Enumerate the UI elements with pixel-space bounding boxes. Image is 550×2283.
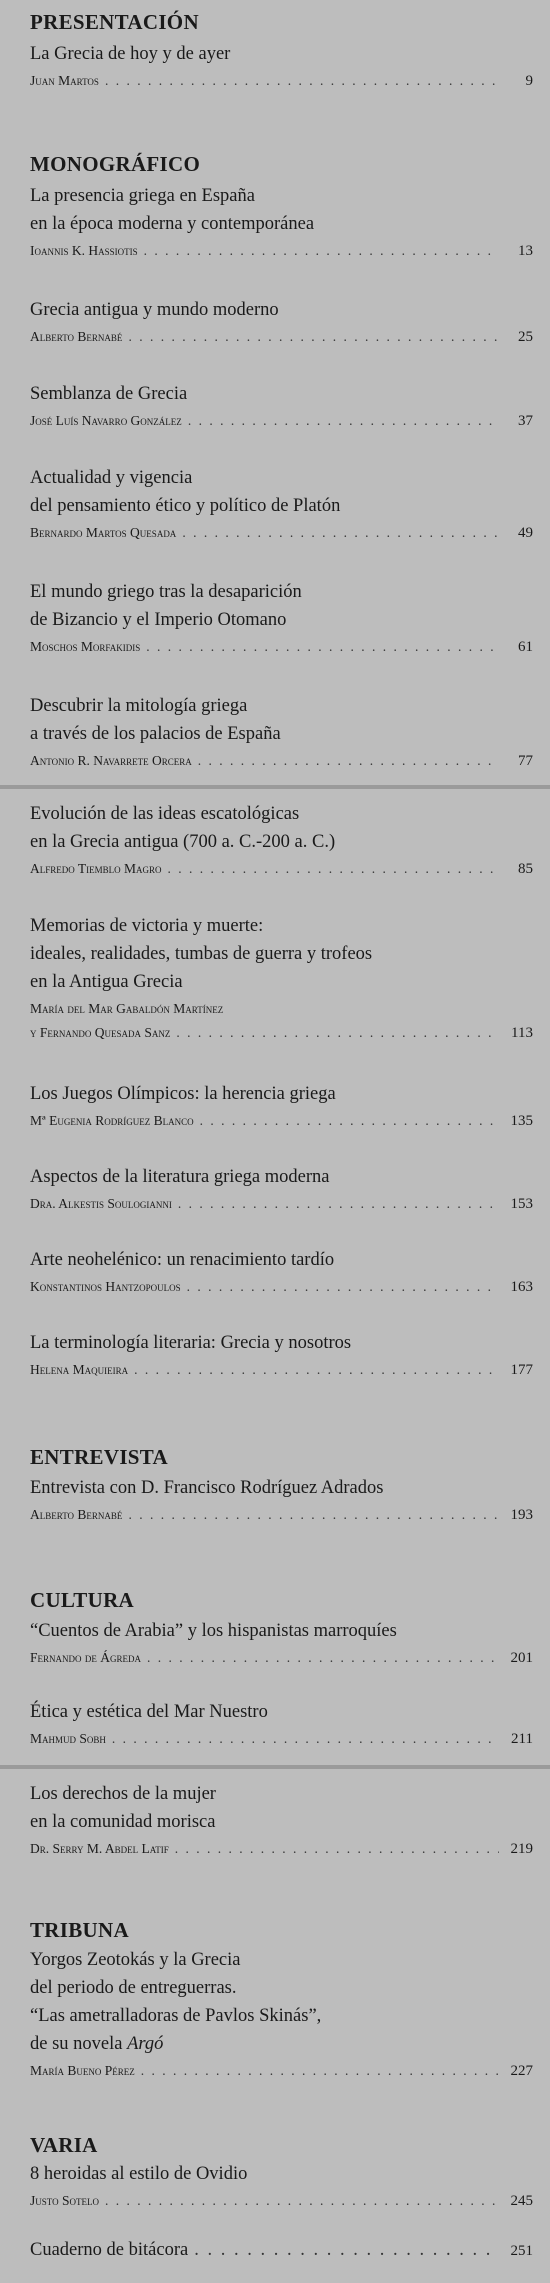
dot-leader [168,858,499,880]
entry-title-line: Evolución de las ideas escatológicas [30,804,300,824]
entry-author-line [30,1838,533,1860]
entry-title-line: Memorias de victoria y muerte: [30,916,264,936]
toc-entry[interactable] [30,464,533,544]
entry-title-line: ideales, realidades, tumbas de guerra y trofeos [30,944,373,964]
toc-entry[interactable] [30,1946,533,2082]
entry-title-line: “Las ametralladoras de Pavlos Skinás”, [30,2006,322,2026]
entry-author: Ioannis K. Hassiotis [30,243,138,258]
page-number: 135 [510,1113,533,1129]
entry-title: La Grecia de hoy y de ayer [30,44,231,64]
dot-leader [176,1022,499,1044]
page-number: 37 [518,413,533,429]
entry-author-line [30,636,533,658]
page-number: 49 [518,525,533,541]
toc-entry[interactable] [30,1329,533,1381]
entry-title-line: La presencia griega en España [30,186,255,206]
entry-author: Fernando de Ágreda [30,1650,142,1665]
page-number: 61 [518,639,533,655]
entry-title-line: de Bizancio y el Imperio Otomano [30,610,287,630]
toc-entry[interactable] [30,578,533,658]
entry-title-line [30,2030,533,2058]
entry-author: Helena Maquieira [30,1362,129,1377]
entry-title-line: Yorgos Zeotokás y la Grecia [30,1950,241,1970]
entry-author: María Bueno Pérez [30,2063,135,2078]
entry-title-line: en la Grecia antigua (700 a. C.-200 a. C.) [30,832,336,852]
entry-title-line: a través de los palacios de España [30,724,281,744]
entry-title-text: de su novela [30,2034,128,2054]
entry-author: y Fernando Quesada Sanz [30,1025,171,1040]
entry-author-line [30,2060,533,2082]
toc-entry[interactable] [30,800,533,880]
section-heading-presentacion: PRESENTACIÓN [30,10,199,34]
entry-author-line [30,998,533,1020]
toc-entry[interactable] [30,182,533,262]
entry-title-line [30,2240,533,2261]
entry-title: Cuaderno de bitácora [30,2240,189,2260]
page-number: 113 [511,1025,533,1041]
page-number: 219 [510,1841,533,1857]
entry-author: Konstantinos Hantzopoulos [30,1279,181,1294]
entry-author-line [30,1110,533,1132]
divider [0,1765,550,1769]
entry-title: “Cuentos de Arabia” y los hispanistas marroquíes [30,1621,397,1641]
entry-author-line [30,1359,533,1381]
entry-author: Juan Martos [30,73,99,88]
toc-entry[interactable] [30,1698,533,1750]
entry-title-line: en la Antigua Grecia [30,972,183,992]
section-heading-monografico: MONOGRÁFICO [30,152,201,176]
dot-leader [141,2060,499,2082]
toc-entry[interactable] [30,1474,533,1526]
dot-leader [175,1838,499,1860]
page-number: 25 [518,329,533,345]
entry-author: Justo Sotelo [30,2193,99,2208]
entry-title-line: Descubrir la mitología griega [30,696,248,716]
dot-leader [194,2240,499,2261]
page-number: 251 [510,2243,533,2259]
dot-leader [178,1193,499,1215]
toc-entry[interactable] [30,692,533,772]
page-number: 245 [510,2193,533,2209]
entry-author-line [30,1728,533,1750]
entry-author-line [30,410,533,432]
dot-leader [182,522,499,544]
dot-leader [105,2190,499,2212]
entry-title: Aspectos de la literatura griega moderna [30,1167,330,1187]
dot-leader [146,636,499,658]
entry-author: Bernardo Martos Quesada [30,525,177,540]
toc-entry[interactable] [30,1780,533,1860]
entry-title-line: en la comunidad morisca [30,1812,216,1832]
page-number: 85 [518,861,533,877]
section-heading-varia: VARIA [30,2133,98,2157]
entry-author-line [30,1022,533,1044]
page-number: 227 [510,2063,533,2079]
dot-leader [144,240,499,262]
entry-author-line [30,240,533,262]
entry-author: Dr. Serry M. Abdel Latif [30,1841,169,1856]
toc-entry[interactable] [30,1617,533,1669]
page-number: 9 [525,73,533,89]
entry-title: La terminología literaria: Grecia y nosotros [30,1333,352,1353]
toc-entry[interactable] [30,40,533,92]
entry-author: Antonio R. Navarrete Orcera [30,753,192,768]
toc-entry[interactable] [30,1163,533,1215]
entry-title-line: Actualidad y vigencia [30,468,193,488]
page-number: 13 [518,243,533,259]
entry-author: María del Mar Gabaldón Martínez [30,1001,224,1016]
dot-leader [198,750,499,772]
dot-leader [134,1359,499,1381]
entry-title: 8 heroidas al estilo de Ovidio [30,2164,248,2184]
entry-author: Alberto Bernabé [30,1507,123,1522]
entry-title-line: del periodo de entreguerras. [30,1978,237,1998]
entry-author-line [30,326,533,348]
entry-title-line: en la época moderna y contemporánea [30,214,315,234]
entry-author-line [30,2190,533,2212]
section-heading-cultura: CULTURA [30,1588,135,1612]
section-heading-tribuna: TRIBUNA [30,1918,129,1942]
entry-author-line [30,750,533,772]
entry-author-line [30,522,533,544]
dot-leader [187,1276,499,1298]
entry-author: Alberto Bernabé [30,329,123,344]
entry-title: Entrevista con D. Francisco Rodríguez Adrados [30,1478,384,1498]
toc-entry[interactable] [30,1246,533,1298]
page-number: 211 [511,1731,533,1747]
page-number: 77 [518,753,533,769]
entry-title: Los Juegos Olímpicos: la herencia griega [30,1084,336,1104]
entry-title: Ética y estética del Mar Nuestro [30,1702,268,1722]
entry-author: Dra. Alkestis Soulogianni [30,1196,172,1211]
entry-author-line [30,70,533,92]
entry-author-line [30,1193,533,1215]
entry-author-line [30,1504,533,1526]
entry-author: Mahmud Sobh [30,1731,106,1746]
dot-leader [128,326,499,348]
entry-author: José Luís Navarro González [30,413,182,428]
novel-title: Argó [127,2034,164,2054]
dot-leader [105,70,499,92]
entry-title: Arte neohelénico: un renacimiento tardío [30,1250,335,1270]
dot-leader [128,1504,499,1526]
page-number: 201 [510,1650,533,1666]
dot-leader [112,1728,499,1750]
entry-author: Alfredo Tiemblo Magro [30,861,162,876]
page-number: 163 [510,1279,533,1295]
entry-author-line [30,1647,533,1669]
toc-entry[interactable] [30,912,533,1044]
entry-author-line [30,858,533,880]
entry-title: Semblanza de Grecia [30,384,188,404]
entry-author: Moschos Morfakidis [30,639,141,654]
toc-entry[interactable] [30,296,533,348]
divider [0,785,550,789]
toc-entry[interactable] [30,2160,533,2212]
page-number: 177 [510,1362,533,1378]
toc-entry[interactable] [30,1080,533,1132]
entry-title-line: del pensamiento ético y político de Platón [30,496,341,516]
toc-entry[interactable] [30,380,533,432]
page-number: 193 [510,1507,533,1523]
dot-leader [188,410,499,432]
entry-author: Mª Eugenia Rodríguez Blanco [30,1113,194,1128]
entry-title: Grecia antigua y mundo moderno [30,300,279,320]
entry-author-line [30,1276,533,1298]
entry-title-line: Los derechos de la mujer [30,1784,216,1804]
dot-leader [147,1647,499,1669]
section-heading-entrevista: ENTREVISTA [30,1445,168,1469]
page-number: 153 [510,1196,533,1212]
entry-title-line: El mundo griego tras la desaparición [30,582,302,602]
toc-entry[interactable] [30,2240,533,2261]
dot-leader [200,1110,499,1132]
